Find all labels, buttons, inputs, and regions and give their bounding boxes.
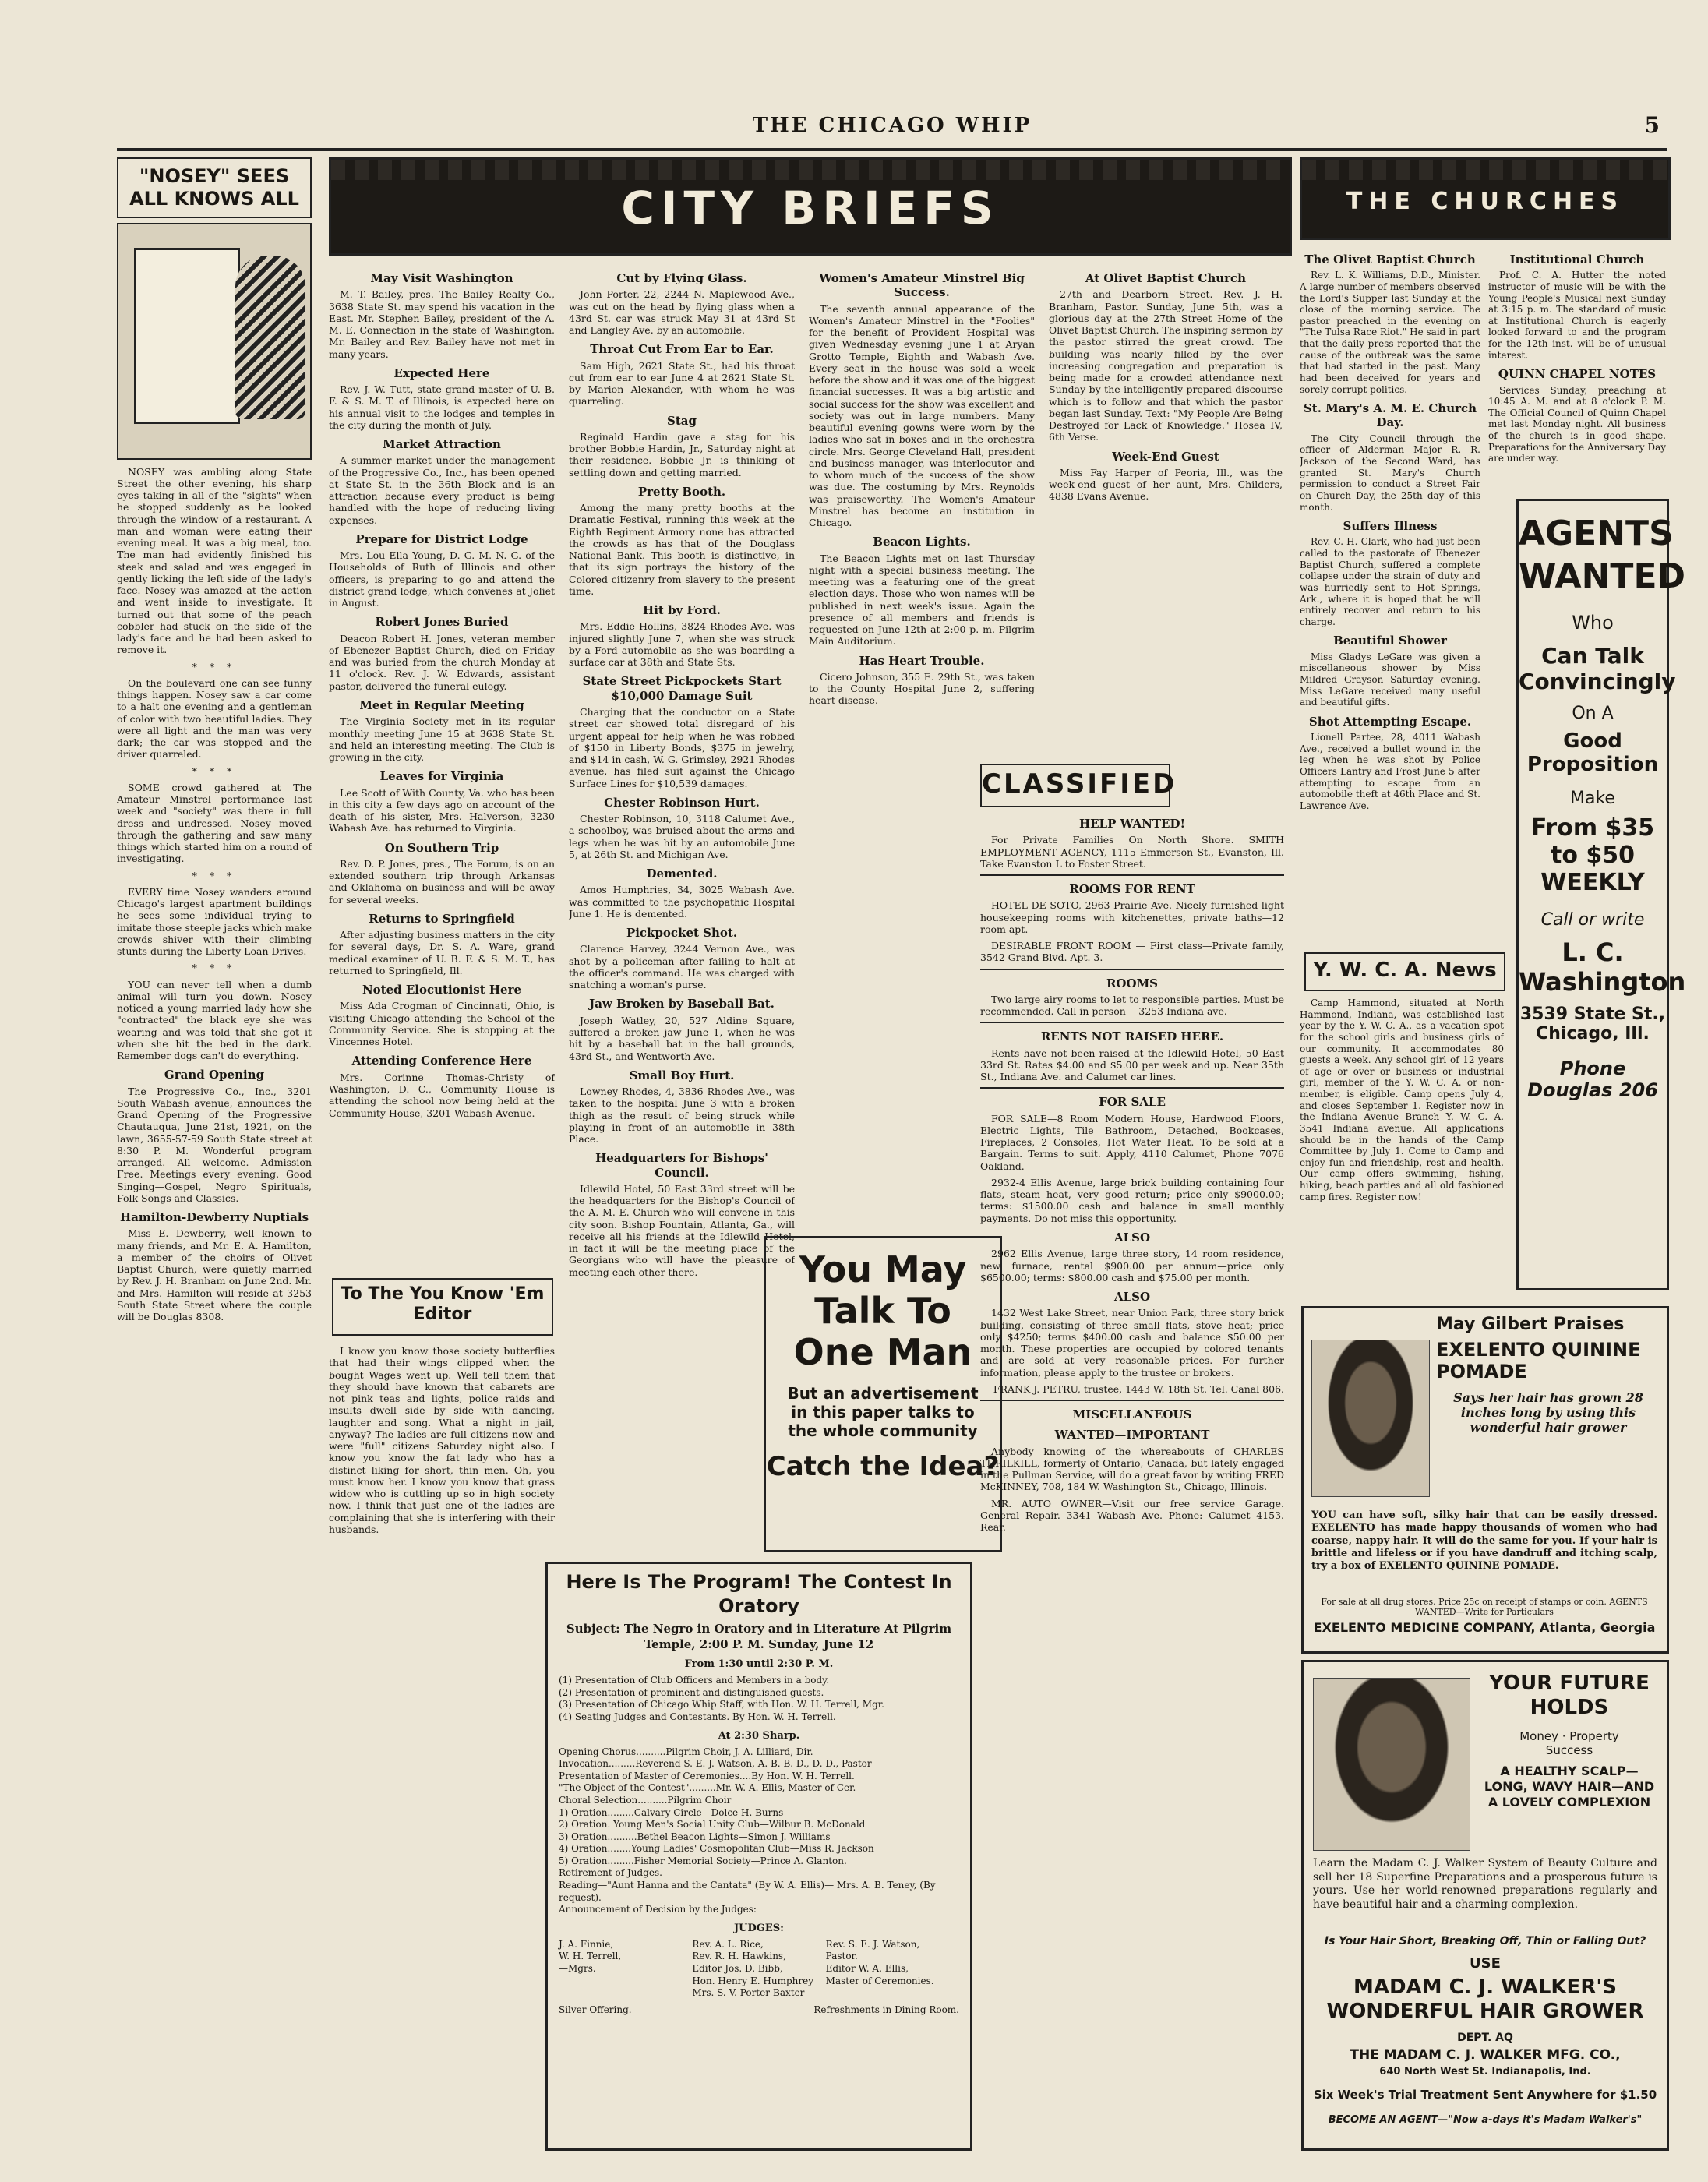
ad-headline: You May Talk To One Man xyxy=(793,1248,972,1373)
churches-banner xyxy=(1300,157,1671,240)
ywca-text: Camp Hammond, situated at North Hammond, Indiana, was established last year by the Y. W. C. A., as a vacation spot for the school girls and business girls of our community. It accommodates 80 guests a week. Any school girl of 12 years of age or over or business or industrial girl, member of the Y. W. C. A. or non-member, is eligible. Camp opens July 4, and closes September 1. Register now in the Indiana Avenue Branch Y. W. C. A. 3541 Indiana avenue. All applications should be in the hands of the Camp Committee by July 1. Come to Camp and enjoy fun and friendship, rest and health. Our camp offers swimming, fishing, hiking, beach parties and all old fashioned camp fires. Register now! xyxy=(1300,997,1504,1202)
walker-dept: DEPT. AQ xyxy=(1457,2032,1513,2044)
nosey-heading: "NOSEY" SEES ALL KNOWS ALL xyxy=(129,165,299,210)
brief-text: Miss Fay Harper of Peoria, Ill., was the week-end guest of her aunt, Mrs. Childers, 4838 Evans Avenue. xyxy=(1049,466,1283,503)
city-briefs-title: CITY BRIEFS xyxy=(621,182,1000,235)
classified-listing: 1432 West Lake Street, near Union Park, three story brick building, consisting of three small flats, stove heat; price only $4250; terms $400.00 cash and balance $50.00 per month. These properties are occupied by colored tenants and are sold at very reasonable prices. For further information, please apply to the trustee or brokers. xyxy=(980,1307,1284,1379)
classified-column xyxy=(980,810,1284,2042)
brief-text: Joseph Watley, 20, 527 Aldine Square, suffered a broken jaw June 1, when he was hit by a baseball bat in the ball grounds, 43rd St., and Wentworth Ave. xyxy=(569,1014,795,1062)
exelento-sale: For sale at all drug stores. Price 25c on receipt of stamps or coin. AGENTS WANTED—Write for Particulars xyxy=(1321,1597,1648,1617)
brief-heading: On Southern Trip xyxy=(384,840,499,855)
classified-section-heading: WANTED—IMPORTANT xyxy=(1054,1428,1210,1442)
brief-heading: Week-End Guest xyxy=(1112,449,1219,464)
brief-heading: Prepare for District Lodge xyxy=(355,531,528,546)
brief-text: After adjusting business matters in the city for several days, Dr. S. A. Ware, grand medical examiner of U. B. F. & S. M. T., has returned to Springfield, Ill. xyxy=(329,929,555,976)
nosey-column: "NOSEY" SEES ALL KNOWS ALL NOSEY was ambling along State Street the other evening, his sharp eyes taking in all of the "sights" when he stopped suddenly as he looked through the window of a restaurant. A man and woman were eating their evening meal. It was a big meal, too. The man had evidently finished his steak and salad and was engaged in gently licking the left side of the lady's face. Nosey was amazed at the action and went inside to investigate. It turned out that some of the peach cobbler had stuck on the side of the lady's face and he had been asked to remove it. * * * On the boulevard one can see funny things happen. Nosey saw a car come to a halt one evening and a gentleman of color with two beautiful ladies. They were all light and the man was very dark; the car was stopped and the driver quarreled. * * * SOME crowd gathered at The Amateur Minstrel performance last week and "society" was there in full dress and undressed. Nosey moved through the gathering and saw many things which started him on a round of investigating. * * * EVERY time Nosey wanders around Chicago's largest apartment buildings he sees some individual trying to imitate those steeple jacks which make crowds shiver with their climbing stunts during the Liberty Loan Drives. * * * YOU can never tell when a dumb animal will turn you down. Nosey noticed a young married lady how she "contracted" the black eye she was wearing and was told that she got it when she hit the bed in the dark. Remember dogs can't do everything. Grand Opening The Progressive Co., Inc., 3201 South Wabash avenue, announces the Grand Opening of the Progressive Chautauqua, June 21st, 1921, on the lawn, 3655-57-59 South State street at 8:30 P. M. Wonderful program arranged. All welcome. Admission Free. Meetings every evening. Good Singing—Gospel, Negro Spirituals, Folk Songs and Classics. Hamilton-Dewberry Nuptials Miss E. Dewberry, well known to many friends, and Mr. E. A. Hamilton, a member of the choirs of Olivet Baptist Church, were quietly married by Rev. J. H. Branham on June 2nd. Mr. and Mrs. Hamilton will reside at 3253 South State Street where the couple will be Douglas 8308. xyxy=(117,157,312,2137)
judge-name: Pastor. xyxy=(825,1951,858,1962)
program-title: Here Is The Program! The Contest In Oratory xyxy=(566,1571,952,1618)
program-item: Announcement of Decision by the Judges: xyxy=(559,1904,757,1915)
article-text: Prof. C. A. Hutter the noted instructor of music will be with the Young People's Musical next Sunday at 3:15 p. m. The standard of music at Institutional Church is eagerly looked forward to and the program for the 12th inst. will be of unusual interest. xyxy=(1488,270,1666,361)
nosey-paragraph: SOME crowd gathered at The Amateur Minstrel performance last week and "society" was there in full dress and undressed. Nosey moved through the gathering and saw many things which started him on a round of investigating. xyxy=(117,781,312,865)
brief-text: Sam High, 2621 State St., had his throat cut from ear to ear June 4 at 2621 State St. by Marion Alexander, with whom he was quarreling. xyxy=(569,359,795,408)
brief-heading: Market Attraction xyxy=(383,437,501,452)
program-item: Invocation.........Reverend S. E. J. Watson, A. B. B. D., D. D., Pastor xyxy=(559,1758,872,1770)
walker-use: USE xyxy=(1470,1955,1501,1972)
editor-title: To The You Know 'Em Editor xyxy=(341,1284,545,1325)
nosey-cartoon xyxy=(117,223,312,460)
article-heading: Shot Attempting Escape. xyxy=(1308,714,1472,729)
judges-heading: JUDGES: xyxy=(734,1922,784,1934)
agents-text: Make xyxy=(1570,789,1615,808)
article-text: Rev. C. H. Clark, who had just been called to the pastorate of Ebenezer Baptist Church, suffered a complete collapse under the strain of duty and was hurriedly sent to Hot Springs, Ark., where it is hoped that he will entirely recover and return to his charge. xyxy=(1300,536,1480,627)
walker-title: YOUR FUTURE HOLDS xyxy=(1489,1672,1650,1720)
masthead xyxy=(117,109,1667,151)
program-item: Presentation of Master of Ceremonies....By Hon. W. H. Terrell. xyxy=(559,1770,855,1781)
walker-body: Learn the Madam C. J. Walker System of Beauty Culture and sell her 18 Superfine Preparations and a prosperous future is yours. Use her world-renowned preparations regularly and have beautiful hair and a charming complexion. xyxy=(1313,1857,1657,1911)
churches-column-right xyxy=(1488,246,1666,496)
brief-heading: Expected Here xyxy=(393,365,490,380)
brief-text: Chester Robinson, 10, 3118 Calumet Ave., a schoolboy, was bruised about the arms and legs when he was hit by an automobile June 5, at 26th St. and Michigan Ave. xyxy=(569,813,795,860)
classified-listing: 2932-4 Ellis Avenue, large brick building containing four flats, steam heat, very good return; price only $9000.00; terms: $1500.00 cash and balance in small monthly payments. Do not miss this opportunity. xyxy=(980,1176,1284,1224)
brief-text: Mrs. Corinne Thomas-Christy of Washington, D. C., Community House is attending the school now being held at the Community House, 3201 Wabash Avenue. xyxy=(329,1071,555,1119)
ad-body: But an advertisement in this paper talks to the whole community xyxy=(787,1383,979,1440)
brief-heading: May Visit Washington xyxy=(370,271,513,285)
judge-name: Rev. S. E. J. Watson, xyxy=(825,1938,920,1950)
brief-heading: Beacon Lights. xyxy=(873,535,971,549)
article-text: Lionell Partee, 28, 4011 Wabash Ave., received a bullet wound in the leg when he was shot by Police Officers Lantry and Frost June 5 after attempting to escape from an automobile theft at 46th Place and St. Lawrence Ave. xyxy=(1300,732,1480,811)
classified-listing: MR. AUTO OWNER—Visit our free service Garage. General Repair. 3341 Wabash Ave. Phone: Calumet 4153. Rear. xyxy=(980,1497,1284,1534)
program-item: Reading—"Aunt Hanna and the Cantata" (By W. A. Ellis)— Mrs. A. B. Teney, (By request). xyxy=(559,1880,936,1903)
agents-text: On A xyxy=(1572,704,1614,723)
brief-text: M. T. Bailey, pres. The Bailey Realty Co., 3638 State St. may spend his vacation in the East. Mr. Stephen Bailey, president of the A. M. E. Connection in the state of Washington. Mr. Bailey and Rev. Bailey have not met in many years. xyxy=(329,288,555,360)
door-illustration xyxy=(134,248,240,424)
exelento-ad xyxy=(1301,1306,1669,1654)
refreshments: Refreshments in Dining Room. xyxy=(813,2004,959,2015)
program-time: From 1:30 until 2:30 P. M. xyxy=(684,1658,834,1671)
article-text: Rev. L. K. Williams, D.D., Minister. A large number of members observed the Lord's Supper last Sunday at the close of the morning service. The pastor preached in the evening on "The Tulsa Race Riot." He said in part that the daily press reported that the cause of the outbreak was the same that had started in the past. Many had been deceived for years and sorely corrupt politics. xyxy=(1300,270,1480,395)
program-item: (2) Presentation of prominent and distinguished guests. xyxy=(559,1686,824,1698)
exelento-brand: EXELENTO QUININE POMADE xyxy=(1436,1339,1641,1382)
brief-text: Mrs. Eddie Hollins, 3824 Rhodes Ave. was injured slightly June 7, when she was struck by a Ford automobile as she was boarding a surface car at 38th and State Sts. xyxy=(569,620,795,669)
article-heading: QUINN CHAPEL NOTES xyxy=(1498,367,1657,382)
ywca-title: Y. W. C. A. News xyxy=(1313,959,1497,982)
brief-text: John Porter, 22, 2244 N. Maplewood Ave., was cut on the head by flying glass when a 43rd St. car was struck May 31 at 43rd St and Langley Ave. by an automobile. xyxy=(569,288,795,337)
walker-product: MADAM C. J. WALKER'S WONDERFUL HAIR GROWER xyxy=(1326,1975,1644,2024)
churches-title: THE CHURCHES xyxy=(1346,188,1625,215)
brief-text: Mrs. Lou Ella Young, D. G. M. N. G. of the Households of Ruth of Illinois and other officers, is preparing to go and attend the district grand lodge, which convenes at Joliet in August. xyxy=(329,549,555,609)
brief-heading: Stag xyxy=(667,413,697,428)
classified-title: CLASSIFIED xyxy=(982,768,1177,800)
woman-portrait xyxy=(1311,1340,1430,1497)
article-text: Miss E. Dewberry, well known to many friends, and Mr. E. A. Hamilton, a member of the choirs of Olivet Baptist Church, were quietly married by Rev. J. H. Branham on June 2nd. Mr. and Mrs. Hamilton will reside at 3253 South State Street where the couple will be Douglas 8308. xyxy=(117,1227,312,1323)
classified-section-heading: ROOMS FOR RENT xyxy=(1069,882,1195,897)
program-item: (1) Presentation of Club Officers and Members in a body. xyxy=(559,1675,830,1686)
oratory-program xyxy=(545,1562,972,2151)
classified-section-heading: ALSO xyxy=(1113,1230,1151,1245)
judge-name: Mrs. S. V. Porter-Baxter xyxy=(692,1987,805,1999)
agents-wanted-ad xyxy=(1516,499,1686,1290)
brief-heading: Throat Cut From Ear to Ear. xyxy=(590,342,774,357)
brief-text: A summer market under the management of the Progressive Co., Inc., has been opened at State St. in the 36th Block and is an attraction because every product is being handled with the hope of reducing living expenses. xyxy=(329,454,555,526)
classified-section-heading: HELP WANTED! xyxy=(1078,817,1186,831)
brief-heading: Leaves for Virginia xyxy=(379,769,504,784)
walker-scalp: A HEALTHY SCALP— LONG, WAVY HAIR—AND A LOVELY COMPLEXION xyxy=(1484,1764,1655,1810)
brief-text: Lee Scott of With County, Va. who has been in this city a few days ago on account of the death of his sister, Mrs. Halverson, 3230 Wabash Ave. has returned to Virginia. xyxy=(329,786,555,835)
judge-name: —Mgrs. xyxy=(559,1962,596,1974)
walker-question: Is Your Hair Short, Breaking Off, Thin or Falling Out? xyxy=(1324,1935,1646,1947)
program-item: "The Object of the Contest".........Mr. W. A. Ellis, Master of Cer. xyxy=(559,1782,856,1794)
brief-text: Charging that the conductor on a State street car showed total disregard of his urgent appeal for help when he was robbed of $150 in Liberty Bonds, $375 in jewelry, and $14 in cash, W. G. Grimsley, 2921 Rhodes avenue, has filed suit against the Chicago Surface Lines for $10,539 damages. xyxy=(569,706,795,789)
brief-text: Rev. D. P. Jones, pres., The Forum, is on an extended southern trip through Arkansas and Oklahoma on business and will be away for several weeks. xyxy=(329,857,555,906)
city-briefs-column-b xyxy=(569,265,795,1582)
article-text: The Progressive Co., Inc., 3201 South Wabash avenue, announces the Grand Opening of the Progressive Chautauqua, June 21st, 1921, on the lawn, 3655-57-59 South State street at 8:30 P. M. Wonderful program arranged. All welcome. Admission Free. Meetings every evening. Good Singing—Gospel, Negro Spirituals, Folk Songs and Classics. xyxy=(117,1085,312,1204)
brief-text: The Virginia Society met in its regular monthly meeting June 15 at 3638 State St. and held an interesting meeting. The Club is growing in the city. xyxy=(329,715,555,764)
walker-address: 640 North West St. Indianapolis, Ind. xyxy=(1379,2066,1591,2078)
walker-word: Money xyxy=(1519,1729,1558,1743)
walker-ad: YOUR FUTURE HOLDS Money · Property Success A HEALTHY SCALP— LONG, WAVY HAIR—AND A LOVELY COMPLEXION Learn the Madam C. J. Walker System of Beauty Culture and sell her 18 Superfine Preparations and a prosperous future is yours. Use her world-renowned preparations regularly and have beautiful hair and a charming complexion. Is Your Hair Short, Breaking Off, Thin or Falling Out? USE MADAM C. J. WALKER'S WONDERFUL HAIR GROWER DEPT. AQ THE MADAM C. J. WALKER MFG. CO., 640 North West St. Indianapolis, Ind. Six Week's Trial Treatment Sent Anywhere for $1.50 BECOME AN AGENT—"Now a-days it's Madam Walker's" xyxy=(1301,1660,1669,2151)
judge-name: J. A. Finnie, xyxy=(559,1938,614,1950)
brief-text: Miss Ada Crogman of Cincinnati, Ohio, is visiting Chicago attending the School of the Community Service. She is stopping at the Vincennes Hotel. xyxy=(329,1000,555,1048)
classified-header xyxy=(980,764,1177,807)
brief-text: Cicero Johnson, 355 E. 29th St., was taken to the County Hospital June 2, suffering heart disease. xyxy=(809,670,1035,707)
nosey-heading-box xyxy=(117,157,312,218)
program-item: Retirement of Judges. xyxy=(559,1867,662,1879)
city-briefs-column-a xyxy=(329,265,555,1262)
brief-heading: Attending Conference Here xyxy=(351,1054,532,1068)
judges-row xyxy=(559,1987,959,2000)
editor-column xyxy=(329,1345,555,2085)
editor-text: I know you know those society butterflies that had their wings clipped when the bought Wages went up. Well tell them that they should have known that cabarets are not pink teas and lights, police raids and insults dwell side by side with dancing, laughter and song. What a night in jail, anyway? The ladies are full citizens now and were "full" citizens Saturday night also. I know you know the fat lady who has a distinct liking for short, thin men. Oh, you must know her. I know you know that grass widow who is cuttling up so in high society now. I think that just one of the ladies are complaining that she is interfering with their husbands. xyxy=(329,1345,555,1535)
brief-text: Deacon Robert H. Jones, veteran member of Ebenezer Baptist Church, died on Friday and was buried from the church Monday at 11 o'clock. Rev. J. W. Edwards, assistant pastor, delivered the funeral eulogy. xyxy=(329,632,555,692)
article-heading: Beautiful Shower xyxy=(1333,634,1447,648)
judges-row xyxy=(559,1963,959,1975)
brief-text: Among the many pretty booths at the Dramatic Festival, running this week at the Eighth Regiment Armory none has attracted the crowds as has that of the Douglass National Bank. This booth is distinctive, in that its sign portrays the history of the Colored citizenry from slavery to the present time. xyxy=(569,502,795,597)
exelento-body: YOU can have soft, silky hair that can be easily dressed. EXELENTO has made happy thousands of women who had coarse, nappy hair. It will do the same for you. If your hair is brittle and lifeless or if you have dandruff and itching scalp, try a box of EXELENTO QUININE POMADE. xyxy=(1311,1509,1657,1572)
walker-trial: Six Week's Trial Treatment Sent Anywhere for $1.50 xyxy=(1313,2088,1657,2102)
classified-listing: FRANK J. PETRU, trustee, 1443 W. 18th St. Tel. Canal 806. xyxy=(993,1382,1284,1395)
city-briefs-banner xyxy=(329,157,1292,256)
classified-listing: Rents have not been raised at the Idlewild Hotel, 50 East 33rd St. Rates $4.00 and $5.00 per week and up. Near 35th St., Indiana Ave. and Calumet car lines. xyxy=(980,1047,1284,1083)
newspaper-title: THE CHICAGO WHIP xyxy=(752,114,1032,137)
brief-text: Idlewild Hotel, 50 East 33rd street will be the headquarters for the Bishop's Council of the A. M. E. Church who will convene in this city soon. Bishop Fountain, Atlanta, Ga., will receive all his friends at the Idlewild Hotel, in fact it will be the meeting place of the Georgians who will have the pleasure of meeting each other there. xyxy=(569,1182,795,1278)
brief-heading: Jaw Broken by Baseball Bat. xyxy=(589,997,775,1012)
judge-name: Editor Jos. D. Bibb, xyxy=(692,1962,783,1974)
article-heading: The Olivet Baptist Church xyxy=(1304,252,1476,267)
program-time: At 2:30 Sharp. xyxy=(718,1729,800,1742)
article-text: The City Council through the officer of Alderman Major R. R. Jackson of the Second Ward, has granted St. Mary's Church permission to conduct a Street Fair on Church Day, the 25th day of this month. xyxy=(1300,433,1480,513)
program-item: Opening Chorus..........Pilgrim Choir, J. A. Lilliard, Dir. xyxy=(559,1746,813,1757)
agents-title: AGENTS WANTED xyxy=(1519,514,1686,596)
peeping-man-illustration xyxy=(235,256,305,419)
walker-agent: BECOME AN AGENT—"Now a-days it's Madam Walker's" xyxy=(1328,2114,1643,2126)
nosey-paragraph: On the boulevard one can see funny things happen. Nosey saw a car come to a halt one evening and a gentleman of color with two beautiful ladies. They were all light and the man was very dark; the car was stopped and the driver quarreled. xyxy=(117,676,312,761)
walker-word: Success xyxy=(1545,1743,1593,1757)
program-item: 4) Oration........Young Ladies' Cosmopolitan Club—Miss R. Jackson xyxy=(559,1843,874,1855)
walker-company: THE MADAM C. J. WALKER MFG. CO., xyxy=(1350,2047,1621,2063)
agents-money: From $35 to $50 WEEKLY xyxy=(1530,814,1655,896)
brief-heading: At Olivet Baptist Church xyxy=(1085,271,1247,285)
judges-row xyxy=(559,1939,959,1951)
article-heading: Suffers Illness xyxy=(1343,519,1438,534)
article-heading: St. Mary's A. M. E. Church Day. xyxy=(1303,401,1477,430)
judge-name: Rev. A. L. Rice, xyxy=(692,1938,764,1950)
judge-name: Editor W. A. Ellis, xyxy=(825,1962,909,1974)
judge-name xyxy=(826,1987,959,2000)
ywca-header xyxy=(1304,952,1505,991)
brief-text: Rev. J. W. Tutt, state grand master of U. B. F. & S. M. T. of Illinois, is expected here on his annual visit to the lodges and temples in the city during the month of July. xyxy=(329,383,555,431)
judge-name: W. H. Terrell, xyxy=(559,1951,622,1962)
page-number: 5 xyxy=(1644,112,1660,138)
brief-heading: Cut by Flying Glass. xyxy=(616,271,747,285)
agents-text: Call or write xyxy=(1540,910,1645,930)
article-heading: Grand Opening xyxy=(164,1068,265,1082)
classified-section-heading: ROOMS xyxy=(1106,976,1159,990)
exelento-title: May Gilbert Praises xyxy=(1436,1315,1625,1334)
brief-text: 27th and Dearborn Street. Rev. J. H. Branham, Pastor. Sunday, June 5th, was a glorious day at the 27th Street Home of the Olivet Baptist Church. The inspiring sermon by the pastor stirred the great crowd. The building was nearly filled by the ever increasing congregation and preparation is being made for a crowded attendance next Sunday by the intelligently prepared discourse which is to follow and that which the pastor began last Sunday. Text: "My People Are Being Destroyed for Lack of Knowledge." Hosea IV, 6th Verse. xyxy=(1049,288,1283,443)
brief-heading: Women's Amateur Minstrel Big Success. xyxy=(819,271,1025,300)
classified-listing: 2962 Ellis Avenue, large three story, 14 room residence, new furnace, rental $900.00 per annum—price only $6500.00; terms: $800.00 cash and $75.00 per month. xyxy=(980,1248,1284,1283)
judges-row xyxy=(559,1975,959,1988)
brief-text: The seventh annual appearance of the Women's Amateur Minstrel in the "Foolies" for the benefit of Provident Hospital was given Wednesday evening June 1 at Aryan Grotto Temple, Eighth and Wabash Ave. Every seat in the house was sold a week before the show and it was one of the biggest financial successes. It was a big artistic and social success for the show was excellent and society was out in large numbers. Many beautiful evening gowns were worn by the ladies who sat in boxes and in the orchestra circle. Mrs. George Cleveland Hall, president and business manager, was interlocutor and to whom much of the success of the show was due. The costuming by Mrs. Reynolds was praiseworthy. The Women's Amateur Minstrel has become an institution in Chicago. xyxy=(809,302,1035,529)
brief-text: Clarence Harvey, 3244 Vernon Ave., was shot by a policeman after failing to halt at the officer's command. He was charged with snatching a woman's purse. xyxy=(569,943,795,991)
classified-listing: Anybody knowing of the whereabouts of CHARLES THRILKILL, formerly of Ontario, Canada, but lately engaged in the Pullman Service, will do a great favor by writing FRED McKINNEY, 708, 184 W. Washington St., Chicago, Illinois. xyxy=(980,1445,1284,1493)
brief-text: Lowney Rhodes, 4, 3836 Rhodes Ave., was taken to the hospital June 3 with a broken thigh as the result of being struck while playing in front of an automobile in 38th Place. xyxy=(569,1086,795,1146)
brief-text: Reginald Hardin gave a stag for his brother Bobbie Hardin, Jr., Saturday night at their residence. Bobbie Jr. is thinking of settling down and getting married. xyxy=(569,430,795,478)
exelento-company: EXELENTO MEDICINE COMPANY, Atlanta, Georgia xyxy=(1313,1620,1656,1635)
brief-heading: Hit by Ford. xyxy=(643,603,721,618)
program-item: (3) Presentation of Chicago Whip Staff, with Hon. W. H. Terrell, Mgr. xyxy=(559,1699,884,1711)
ywca-column xyxy=(1300,997,1504,1294)
agents-name: L. C. Washington xyxy=(1519,937,1686,997)
walker-word: Property xyxy=(1569,1729,1619,1743)
brief-heading: Pickpocket Shot. xyxy=(626,926,738,941)
article-heading: Hamilton-Dewberry Nuptials xyxy=(119,1210,309,1225)
agents-text: Good Proposition xyxy=(1526,729,1659,776)
judges-row xyxy=(559,1951,959,1963)
judge-name: Master of Ceremonies. xyxy=(825,1975,934,1986)
nosey-paragraph: YOU can never tell when a dumb animal will turn you down. Nosey noticed a young married lady how she "contracted" the black eye she was wearing and was told that she got it when she hit the bed in the dark. Remember dogs can't do everything. xyxy=(117,978,312,1062)
newspaper-page xyxy=(117,109,1686,2151)
city-briefs-column-d xyxy=(1049,265,1283,803)
nosey-paragraph: EVERY time Nosey wanders around Chicago's largest apartment buildings he sees some individual trying to imitate those steeple jacks which make crowds shiver with their climbing stunts during the Liberty Loan Drives. xyxy=(117,885,312,958)
you-may-talk-ad xyxy=(764,1236,1002,1552)
brief-heading: Small Boy Hurt. xyxy=(629,1068,735,1082)
judge-name xyxy=(559,1987,692,2000)
ad-tagline: Catch the Idea? xyxy=(766,1450,1000,1482)
brief-heading: Headquarters for Bishops' Council. xyxy=(595,1151,768,1180)
madam-walker-portrait xyxy=(1313,1678,1470,1851)
brief-heading: State Street Pickpockets Start $10,000 Damage Suit xyxy=(582,674,782,703)
agents-phone: Phone Douglas 206 xyxy=(1527,1057,1658,1101)
program-item: 5) Oration.........Fisher Memorial Society—Prince A. Glanton. xyxy=(559,1855,847,1866)
brief-heading: Meet in Regular Meeting xyxy=(359,697,524,712)
judge-name xyxy=(559,1975,692,1988)
article-text: Miss Gladys LeGare was given a miscellaneous shower by Miss Mildred Grayson Saturday evening. Miss LeGare received many useful and beautiful gifts. xyxy=(1300,651,1480,708)
brief-heading: Chester Robinson Hurt. xyxy=(604,795,760,810)
brief-heading: Returns to Springfield xyxy=(369,911,515,926)
churches-column-left xyxy=(1300,246,1480,1010)
brief-text: The Beacon Lights met on last Thursday night with a special business meeting. The meeting was a featuring one of the great election days. Those who won names will be published in next week's issue. Again the presence of all members and friends is requested on June 12th at 2:00 p. m. Pilgrim Main Auditorium. xyxy=(809,552,1035,648)
classified-section-heading: RENTS NOT RAISED HERE. xyxy=(1040,1029,1224,1044)
classified-listing: For Private Families On North Shore. SMITH EMPLOYMENT AGENCY, 1115 Emmerson St., Evanston, Ill. Take Evanston L to Foster Street. xyxy=(980,834,1284,870)
classified-section-heading: ALSO xyxy=(1113,1290,1151,1305)
brief-heading: Has Heart Trouble. xyxy=(859,653,985,668)
editor-box xyxy=(332,1278,553,1336)
brief-heading: Robert Jones Buried xyxy=(375,615,509,630)
article-heading: Institutional Church xyxy=(1509,252,1645,267)
judge-name: Hon. Henry E. Humphrey xyxy=(692,1975,813,1986)
classified-listing: FOR SALE—8 Room Modern House, Hardwood Floors, Electric Lights, Tile Bathroom, Detached, Bookcases, Fireplaces, 2 Consoles, Hot Water Heat. To be sold at a Bargain. Terms to suit. Apply, 4110 Calumet, Phone 7076 Oakland. xyxy=(980,1112,1284,1172)
article-text: Services Sunday, preaching at 10:45 A. M. and at 8 o'clock P. M. The Official Council of Quinn Chapel met last Monday night. All business of the church is in good shape. Preparations for the Anniversary Day are under way. xyxy=(1488,384,1666,464)
exelento-claim: Says her hair has grown 28 inches long by using this wonderful hair grower xyxy=(1453,1390,1643,1435)
program-item: Choral Selection..........Pilgrim Choir xyxy=(559,1794,732,1806)
brief-text: Amos Humphries, 34, 3025 Wabash Ave. was committed to the psychopathic Hospital June 1. He is demented. xyxy=(569,884,795,920)
nosey-paragraph: NOSEY was ambling along State Street the other evening, his sharp eyes taking in all of the "sights" when he stopped suddenly as he looked through the window of a restaurant. A man and woman were eating their evening meal. It was a big meal, too. The man had evidently finished his steak and salad and was engaged in gently licking the left side of the lady's face. Nosey was amazed at the action and went inside to investigate. It turned out that some of the peach cobbler had stuck on the side of the lady's face and he had been asked to remove it. xyxy=(117,465,312,656)
classified-section-heading: MISCELLANEOUS xyxy=(1072,1407,1192,1422)
classified-listing: Two large airy rooms to let to responsible parties. Must be recommended. Call in person —3253 Indiana ave. xyxy=(980,993,1284,1018)
program-item: (4) Seating Judges and Contestants. By Hon. W. H. Terrell. xyxy=(559,1711,836,1723)
program-item: 1) Oration.........Calvary Circle—Dolce H. Burns xyxy=(559,1806,784,1818)
brief-heading: Demented. xyxy=(646,867,718,881)
agents-text: Can Talk Convincingly xyxy=(1519,643,1676,694)
agents-address: 3539 State St., Chicago, Ill. xyxy=(1519,1004,1666,1043)
program-item: 2) Oration. Young Men's Social Unity Club—Wilbur B. McDonald xyxy=(559,1819,866,1831)
program-item: 3) Oration..........Bethel Beacon Lights—Simon J. Williams xyxy=(559,1831,831,1842)
brief-heading: Noted Elocutionist Here xyxy=(362,983,522,997)
brief-heading: Pretty Booth. xyxy=(637,484,726,499)
classified-listing: DESIRABLE FRONT ROOM — First class—Private family, 3542 Grand Blvd. Apt. 3. xyxy=(980,940,1284,964)
program-subject: Subject: The Negro in Oratory and in Literature At Pilgrim Temple, 2:00 P. M. Sunday, June 12 xyxy=(566,1622,952,1651)
classified-listing: HOTEL DE SOTO, 2963 Prairie Ave. Nicely furnished light housekeeping rooms with kitchenettes, private baths—12 room apt. xyxy=(980,899,1284,935)
judge-name: Rev. R. H. Hawkins, xyxy=(692,1951,786,1962)
classified-section-heading: FOR SALE xyxy=(1099,1095,1166,1110)
agents-text: Who xyxy=(1572,612,1614,634)
silver-offering: Silver Offering. xyxy=(559,2004,632,2015)
